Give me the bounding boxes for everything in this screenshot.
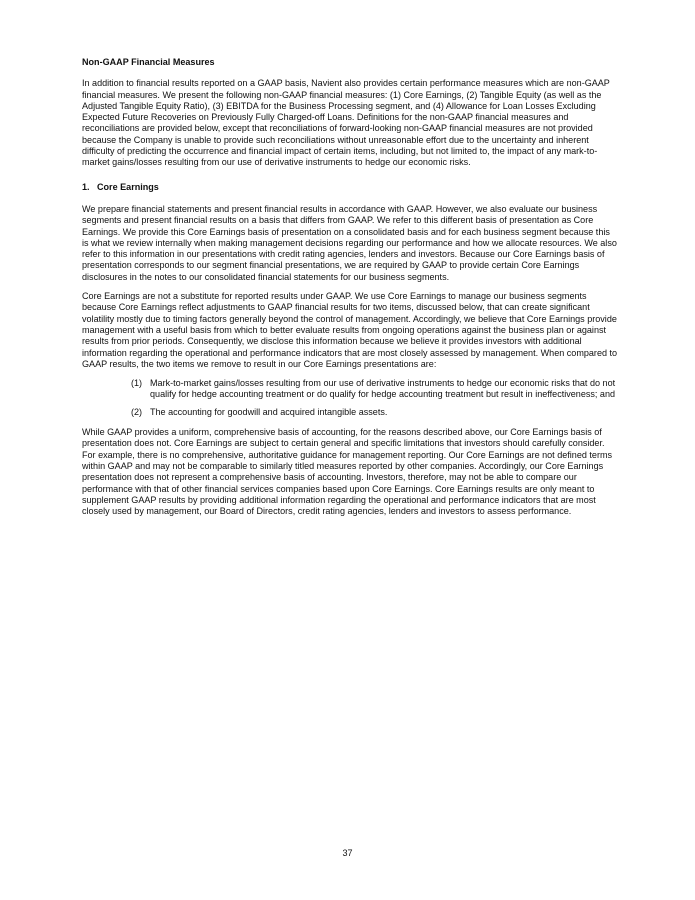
document-body: [82, 57, 618, 525]
list-item-text: The accounting for goodwill and acquired intangible assets.: [150, 406, 388, 417]
section-title: Core Earnings: [97, 181, 159, 192]
list-item: [82, 378, 618, 401]
list-item-marker: (2): [131, 406, 143, 417]
list-item: [82, 407, 618, 418]
section-number: 1.: [82, 181, 90, 192]
section-heading: [82, 182, 618, 193]
list-item-marker: (1): [131, 378, 143, 389]
core-earnings-paragraph-3: While GAAP provides a uniform, comprehensive basis of accounting, for the reasons described above, our Core Earnings basis of presentation does not. Core Earnings are subject to certain general and specific limitations that investors should carefully consider. For example, there is no comprehensive, authoritative guidance for management reporting. Our Core Earnings are not defined terms within GAAP and may not be comparable to similarly titled measures reported by other companies. Accordingly, our Core Earnings presentation does not represent a comprehensive basis of accounting. Investors, therefore, may not be able to compare our performance with that of other financial services companies based upon Core Earnings. Core Earnings results are only meant to supplement GAAP results by providing additional information regarding the operational and performance indicators that are most closely used by management, our Board of Directors, credit rating agencies, lenders and investors to assess performance.: [82, 427, 613, 517]
intro-paragraph: In addition to financial results reported on a GAAP basis, Navient also provides certain performance measures which are non-GAAP financial measures. We present the following non-GAAP financial measures: (1) Core Earnings, (2) Tangible Equity (as well as the Adjusted Tangible Equity Ratio), (3) EBITDA for the Business Processing segment, and (4) Allowance for Loan Losses Excluding Expected Future Recoveries on Previously Fully Charged-off Loans. Definitions for the non-GAAP financial measures and reconciliations are provided below, except that reconciliations of forward-looking non-GAAP financial measures are not provided because the Company is unable to provide such reconciliations without unreasonable effort due to the uncertainty and inherent difficulty of predicting the occurrence and financial impact of certain items, including, but not limited to, the impact of any mark-to-market gains/losses resulting from our use of derivative instruments to hedge our economic risks.: [82, 78, 610, 168]
list-item-text: Mark-to-market gains/losses resulting from our use of derivative instruments to hedge our economic risks that do not qualify for hedge accounting treatment or do qualify for hedge accounting treatment but result in ineffectiveness; and: [150, 378, 616, 400]
page-number: 37: [342, 848, 353, 858]
document-title: Non-GAAP Financial Measures: [82, 57, 215, 67]
core-earnings-paragraph-2: Core Earnings are not a substitute for reported results under GAAP. We use Core Earnings to manage our business segments because Core Earnings reflect adjustments to GAAP financial results for two items, discussed below, that can create significant volatility mostly due to timing factors generally beyond the control of management. Accordingly, we believe that Core Earnings provide management with a useful basis from which to better evaluate results from ongoing operations against the business plan or against results from prior periods. Consequently, we disclose this information because we believe it provides investors with additional information regarding the operational and performance indicators that are most closely assessed by management. When compared to GAAP results, the two items we remove to result in our Core Earnings presentations are:: [82, 291, 618, 369]
core-earnings-paragraph-1: We prepare financial statements and present financial results in accordance with GAAP. However, we also evaluate our business segments and present financial results on a basis that differs from GAAP. We refer to this different basis of presentation as Core Earnings. We provide this Core Earnings basis of presentation on a consolidated basis and for each business segment because this is what we review internally when making management decisions regarding our performance and how we allocate resources. We also refer to this information in our presentations with credit rating agencies, lenders and investors. Because our Core Earnings basis of presentation corresponds to our segment financial presentations, we are required by GAAP to provide certain Core Earnings disclosures in the notes to our consolidated financial statements for our business segments.: [82, 203, 617, 282]
